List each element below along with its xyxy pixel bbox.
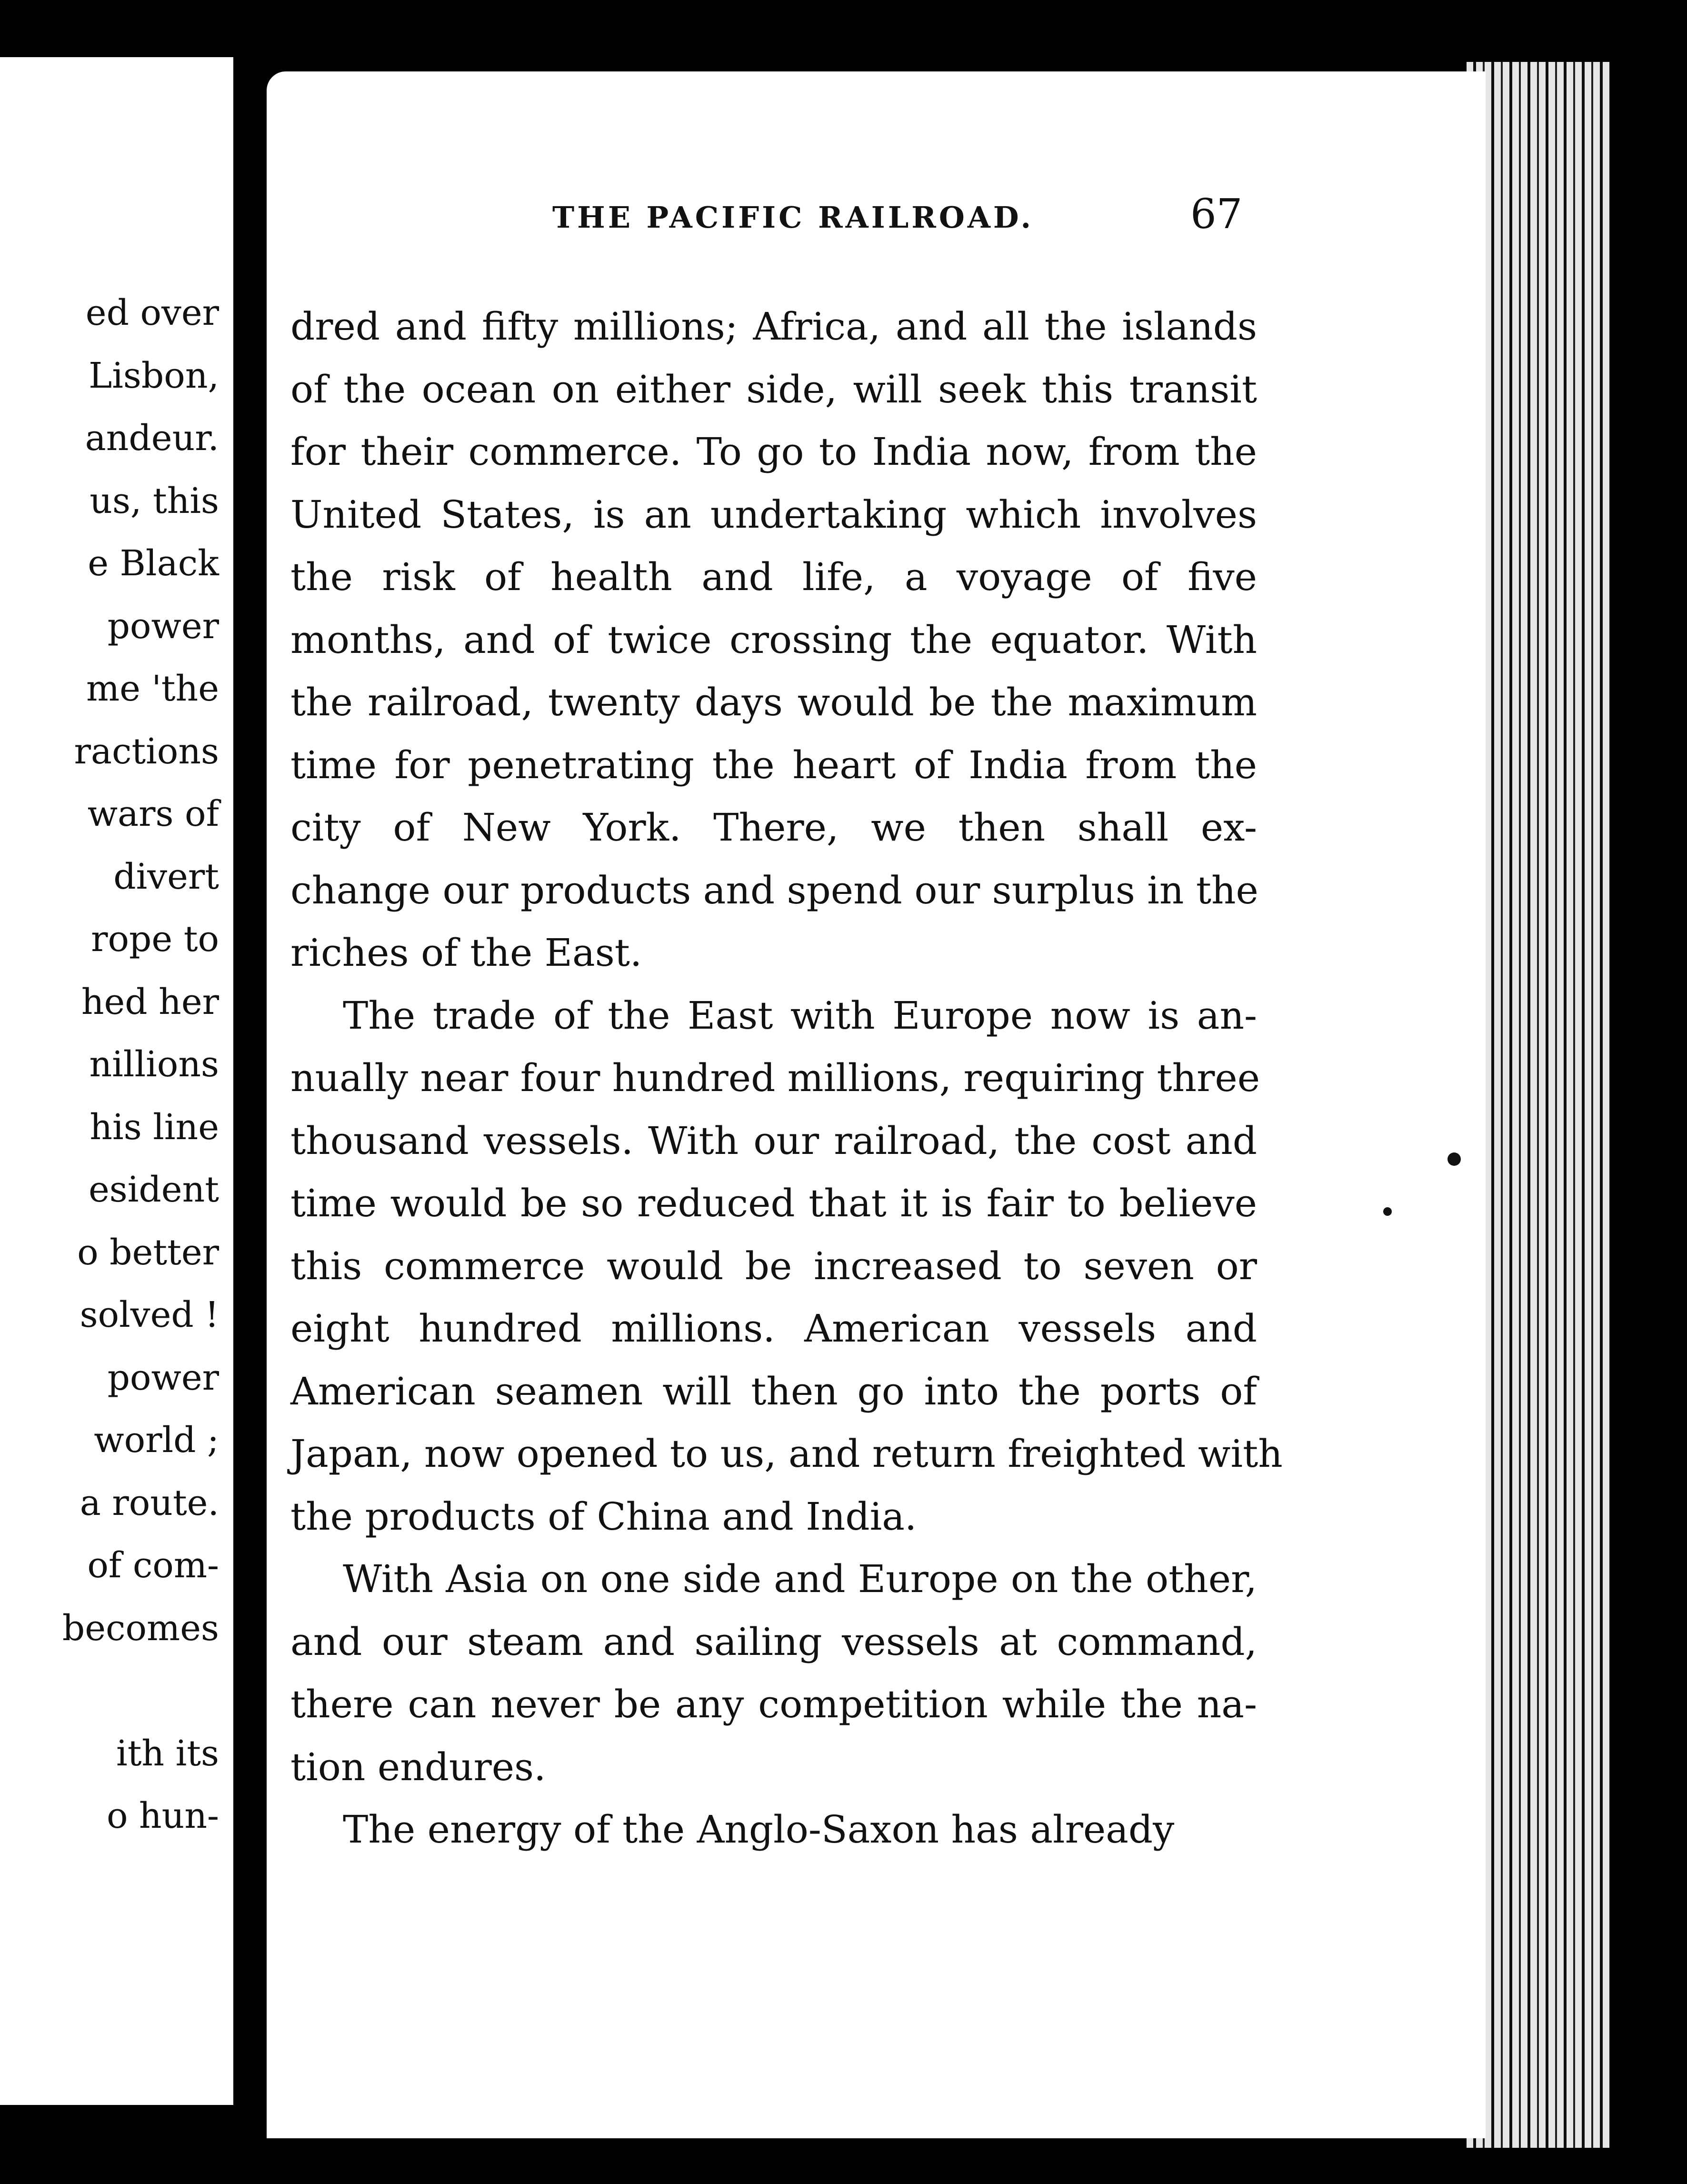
ink-speck — [1383, 1207, 1392, 1216]
text-line: the products of China and India. — [290, 1494, 917, 1539]
left-page-fragment: ed over — [85, 292, 219, 333]
left-page-strip — [0, 57, 233, 2105]
text-line: city of New York. There, we then shall ex- — [290, 805, 1257, 850]
text-line: the risk of health and life, a voyage of five — [290, 555, 1257, 599]
left-page-fragment: divert — [113, 856, 219, 897]
text-line: time for penetrating the heart of India from the — [290, 742, 1257, 787]
running-title: THE PACIFIC RAILROAD. — [552, 200, 1034, 235]
text-line: nually near four hundred millions, requiring three — [290, 1056, 1260, 1100]
text-line: for their commerce. To go to India now, from the — [290, 430, 1257, 474]
left-page-fragment: power — [107, 1357, 219, 1398]
text-line: riches of the East. — [290, 931, 642, 975]
left-page-fragment: nillions — [89, 1044, 219, 1085]
text-line: change our products and spend our surplus in the — [290, 868, 1258, 912]
body-text — [290, 295, 1283, 1861]
left-page-fragment: o hun- — [106, 1795, 219, 1836]
left-page-fragment: ith its — [116, 1733, 219, 1774]
page-number: 67 — [1190, 190, 1243, 238]
text-line: and our steam and sailing vessels at command, — [290, 1619, 1257, 1664]
left-page-fragment: rope to — [91, 919, 219, 960]
left-page-fragment: Lisbon, — [89, 355, 219, 396]
left-page-fragment: his line — [90, 1106, 219, 1148]
text-line: of the ocean on either side, will seek this transit — [290, 367, 1257, 411]
text-line: time would be so reduced that it is fair to believe — [290, 1181, 1257, 1225]
left-page-fragment: hed her — [81, 981, 219, 1022]
text-line: American seamen will then go into the ports of — [290, 1369, 1257, 1413]
text-line: thousand vessels. With our railroad, the cost and — [290, 1118, 1257, 1163]
left-page-fragment: becomes — [62, 1607, 219, 1649]
left-page-fragment: o better — [77, 1232, 219, 1273]
left-page-fragment: e Black — [88, 543, 219, 584]
left-page-fragment: andeur. — [85, 418, 219, 459]
left-page-fragment: world ; — [94, 1420, 219, 1461]
page-gutter — [233, 48, 267, 2162]
text-line: there can never be any competition while the na- — [290, 1682, 1257, 1726]
paragraph — [290, 984, 1283, 1548]
text-line: months, and of twice crossing the equator. With — [290, 617, 1257, 662]
text-line: eight hundred millions. American vessels and — [290, 1306, 1257, 1351]
left-page-fragment: us, this — [90, 480, 219, 521]
ink-speck — [1447, 1152, 1461, 1166]
text-line: tion endures. — [290, 1744, 546, 1789]
text-line: dred and fifty millions; Africa, and all the islands — [290, 304, 1257, 349]
text-line: United States, is an undertaking which involves — [290, 492, 1257, 537]
left-page-fragment: wars of — [87, 793, 219, 834]
text-line: the railroad, twenty days would be the maximum — [290, 680, 1257, 724]
left-page-fragment: solved ! — [80, 1294, 219, 1335]
paragraph — [290, 295, 1257, 984]
paragraph — [290, 1798, 1257, 1861]
text-line: The trade of the East with Europe now is an- — [343, 993, 1257, 1038]
left-page-fragment: of com- — [87, 1545, 219, 1586]
paragraph — [290, 1548, 1257, 1798]
left-page-fragment: power — [107, 605, 219, 647]
left-page-fragment: me 'the — [86, 668, 219, 709]
left-page-fragment: a route. — [80, 1482, 219, 1523]
left-page-fragment: ractions — [74, 731, 219, 772]
text-line: Japan, now opened to us, and return freighted with — [290, 1432, 1283, 1476]
left-page-fragment: esident — [89, 1169, 219, 1210]
page-block-edge — [1467, 62, 1609, 2148]
text-line: With Asia on one side and Europe on the other, — [343, 1557, 1257, 1601]
text-line: The energy of the Anglo-Saxon has already — [343, 1807, 1175, 1852]
text-line: this commerce would be increased to seven or — [290, 1243, 1257, 1288]
